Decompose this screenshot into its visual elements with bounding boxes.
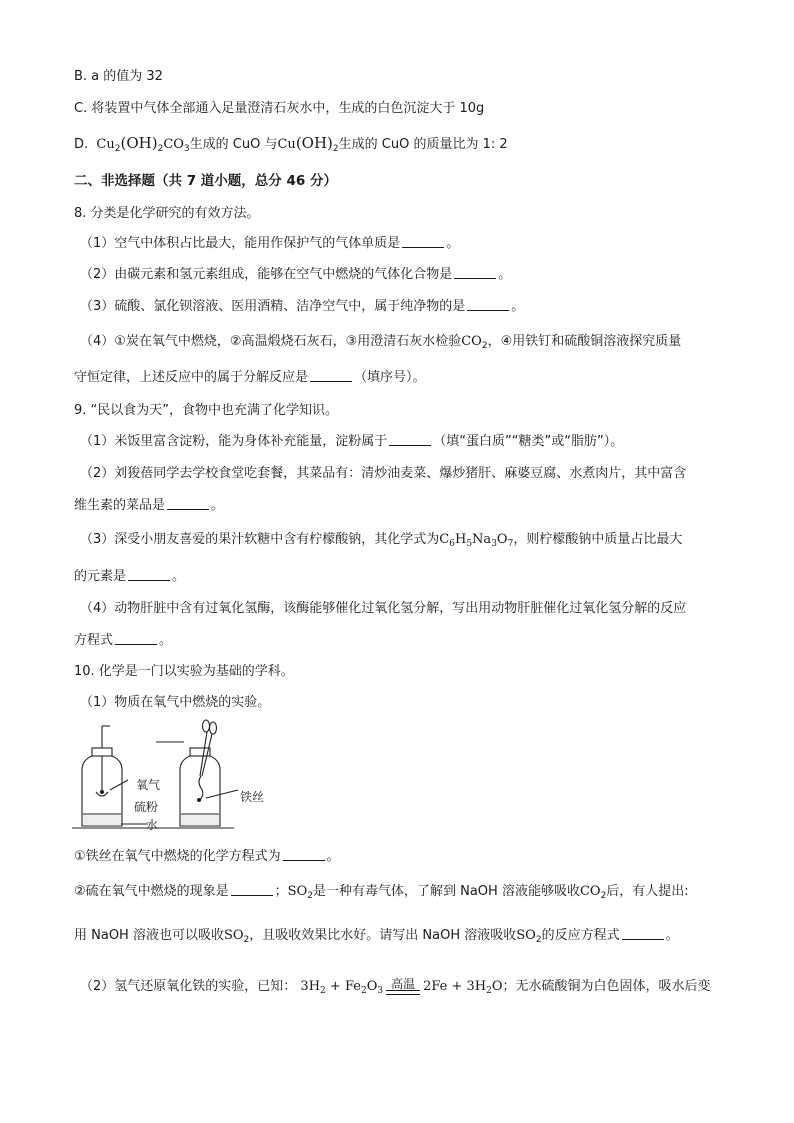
answer-blank (622, 927, 664, 940)
answer-blank (467, 298, 509, 311)
q8-part4-cont: 守恒定律，上述反应中的属于分解反应是 （填序号）。 (74, 370, 426, 385)
q9-part1: （1）米饭里富含淀粉，能为身体补充能量，淀粉属于 （填“蛋白质”“糖类”或“脂肪”）。 (80, 434, 624, 449)
q8-stem: 8. 分类是化学研究的有效方法。 (74, 206, 260, 221)
answer-blank (115, 632, 157, 645)
equation-reactants: $3H_2 + Fe_2O_3$ (300, 979, 384, 996)
q8-part4: （4）①炭在氧气中燃烧，②高温煅烧石灰石，③用澄清石灰水检验$CO_2$，④用铁钉和硫酸铜溶液探究质量 (80, 334, 682, 351)
answer-blank (389, 433, 431, 446)
formula-c6h5na3o7: $C_6H_5Na_3O_7$ (439, 532, 514, 549)
q9-part2: （2）刘狻蓓同学去学校食堂吃套餐，其菜品有：清炒油麦菜、爆炒猪肝、麻婆豆腐、水煮肉片，其中富含 (80, 466, 687, 481)
section-title: 二、非选择题（共 7 道小题，总分 46 分） (74, 173, 337, 189)
answer-blank (167, 497, 209, 510)
q10-part1: （1）物质在氧气中燃烧的实验。 (80, 695, 271, 710)
q8-part3: （3）硫酸、氯化钡溶液、医用酒精、洁净空气中，属于纯净物的是 。 (80, 299, 525, 314)
answer-blank (128, 568, 170, 581)
option-d: D. $Cu_2(OH)_2CO_3$生成的 CuO 与$Cu(OH)_2$生成的 CuO 的质量比为 1: 2 (74, 134, 508, 154)
experiment-figure (72, 718, 282, 836)
answer-blank (231, 883, 273, 896)
reaction-condition: 高温 (386, 978, 420, 995)
option-c: C. 将装置中气体全部通入足量澄清石灰水中，生成的白色沉淀大于 10g (74, 101, 485, 116)
answer-blank (283, 848, 325, 861)
answer-blank (402, 235, 444, 248)
q9-part4-cont: 方程式 。 (74, 633, 173, 648)
tongs-handle-left (203, 720, 210, 732)
q10-s2: ②硫在氧气中燃烧的现象是 ；$SO_2$是一种有毒气体，了解到 NaOH 溶液能够吸收$CO_2$后，有人提出: (74, 884, 689, 901)
label-sulfur: 硫粉 (134, 800, 159, 814)
q10-part2: （2）氢气还原氧化铁的实验，已知： $3H_2 + Fe_2O_3$ 高温 $2Fe + 3H_2O$；无水硫酸铜为白色固体，吸水后变 (80, 977, 711, 996)
q8-part2: （2）由碳元素和氢元素组成，能够在空气中燃烧的气体化合物是 。 (80, 267, 512, 282)
iron-wire (199, 776, 203, 800)
q8-part1: （1）空气中体积占比最大，能用作保护气的气体单质是 。 (80, 236, 460, 251)
q10-s1: ①铁丝在氧气中燃烧的化学方程式为 。 (74, 849, 340, 864)
answer-blank (310, 369, 352, 382)
q9-part4: （4）动物肝脏中含有过氧化氢酶，该酶能够催化过氧化氢分解，写出用动物肝脏催化过氧化氢分解的反应 (80, 601, 687, 616)
q10-stem: 10. 化学是一门以实验为基础的学科。 (74, 664, 294, 679)
q9-stem: 9. “民以食为天”，食物中也充满了化学知识。 (74, 403, 339, 418)
label-iron: 铁丝 (240, 790, 265, 804)
combustion-apparatus-diagram (72, 718, 282, 836)
option-b: B. a 的值为 32 (74, 69, 163, 84)
q9-part3: （3）深受小朋友喜爱的果汁软糖中含有柠檬酸钠，其化学式为$C_6H_5Na_3O_7$，则柠檬酸钠中质量占比最大 (80, 532, 683, 549)
equation-products: $2Fe + 3H_2O$ (423, 979, 503, 996)
q9-part2-cont: 维生素的菜品是 。 (74, 498, 225, 513)
tongs-handle-right (210, 722, 217, 734)
left-water (83, 815, 121, 825)
q10-s3: 用 NaOH 溶液也可以吸收$SO_2$，且吸收效果比水好。请写出 NaOH 溶液吸收$SO_2$的反应方程式 。 (74, 928, 679, 945)
label-water: 水 (146, 818, 159, 832)
right-water (181, 815, 219, 825)
q9-part3-cont: 的元素是 。 (74, 569, 186, 584)
answer-blank (454, 266, 496, 279)
label-oxygen: 氧气 (136, 778, 161, 792)
left-bottle-neck (92, 748, 112, 756)
